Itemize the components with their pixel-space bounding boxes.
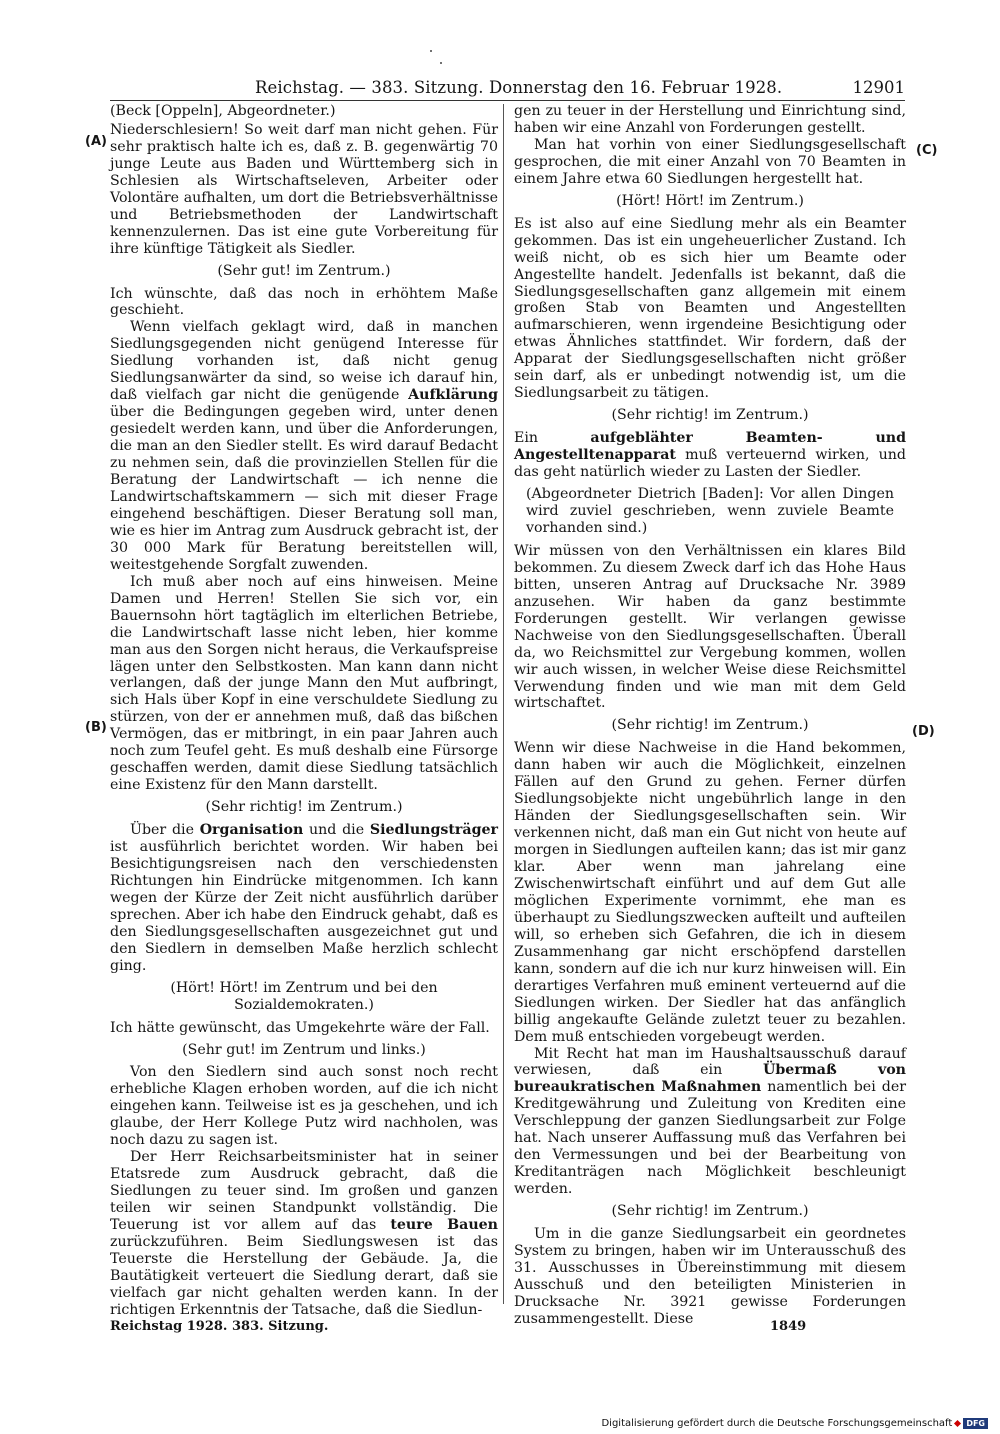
emphasis: aufgeblähter Beamten- und Angestelltenapparat [514, 430, 906, 464]
dfg-diamond-icon [954, 1420, 961, 1427]
right-column [514, 103, 906, 1328]
footer-session: Reichstag 1928. 383. Sitzung. [110, 1319, 329, 1334]
scan-speck [440, 62, 442, 64]
interjection: (Sehr richtig! im Zentrum.) [611, 1203, 809, 1220]
interjection: (Sehr gut! im Zentrum.) [217, 262, 391, 279]
scan-speck [430, 50, 432, 52]
margin-mark-a: (A) [85, 134, 107, 149]
paragraph: Wenn wir diese Nachweise in die Hand bekommen, dann haben wir auch die Möglichkeit, einzelnen Fällen auf den Grund zu gehen. Ferner dürfen Siedlungsobjekte nicht ungebührlich lange in den Händen der Siedlungsgesellschaften sein. Wir verkennen nicht, daß man ein Gut nicht von heute auf morgen in Siedlungen aufteilen kann; das ist mir ganz klar. Aber wenn man jahrelang eine Zwischenwirtschaft einführt und auf dem Gut alle möglichen Experimente vornimmt, ehe man es überhaupt zu Siedlungszwecken aufteilt und aufteilen will, so erheben sich Gefahren, die ich in diesem Zusammenhang gar nicht erschöpfend darstellen kann, sondern auf die ich nur kurz hinweisen will. Ein derartiges Verfahren muß eminent verteuernd auf die Siedlungen wirken. Der Siedler hat das anfänglich billig angekaufte Gelände zuletzt teuer zu bezahlen. Dem muß entschieden vorgebeugt werden. [514, 740, 906, 1045]
margin-mark-c: (C) [916, 143, 938, 158]
interjection: (Hört! Hört! im Zentrum und bei den Sozialdemokraten.) [170, 979, 438, 1013]
paragraph: Wenn vielfach geklagt wird, daß in manchen Siedlungsgegenden nicht genügend Interesse für Siedlung vorhanden ist, daß nicht genug Siedlungsanwärter da sind, so weise ich darauf hin, daß vielfach gar nicht die genügende Aufklärung über die Bedingungen gegeben wird, unter denen gesiedelt werden kann, und über die Anforderungen, die man an den Siedler stellt. Es wird darauf Bedacht zu nehmen sein, daß die provinziellen Stellen für die Beratung der Landwirtschaft — ich nenne die Landwirtschaftskammern — sich mit dieser Frage eingehend beschäftigen. Dieser Beratung soll man, wie es hier im Antrag zum Ausdruck gebracht ist, der 30 000 Mark für Beratung bereitstellen will, weitestgehende Sorgfalt zuwenden. [110, 319, 498, 573]
emphasis: Aufklärung [408, 387, 498, 404]
margin-mark-b: (B) [85, 720, 107, 735]
speaker-line: (Beck [Oppeln], Abgeordneter.) [110, 103, 336, 119]
paragraph: Niederschlesiern! So weit darf man nicht gehen. Für sehr praktisch halte ich es, daß z. B. gegenwärtig 70 junge Leute aus Baden und Württemberg sich in Schlesien als Wirtschaftseleven, Arbeiter oder Volontäre aufhalten, um dort die Betriebsverhältnisse und Betriebsmethoden der Landwirtschaft kennenzulernen. Das ist eine gute Vorbereitung für ihre künftige Tätigkeit als Siedler. [110, 121, 498, 257]
paragraph: Mit Recht hat man im Haushaltsausschuß darauf verwiesen, daß ein Übermaß von bureaukratischen Maßnahmen namentlich bei der Kreditgewährung und Zuleitung von Krediten eine Verschleppung der ganzen Siedlungsarbeit zur Folge hat. Nach unserer Auffassung muß das Verfahren bei den Vermessungen und bei der Bearbeitung von Kreditanträgen nach Möglichkeit beschleunigt werden. [514, 1045, 907, 1198]
dfg-logo: DFG [963, 1418, 988, 1429]
left-column [110, 103, 498, 1319]
margin-mark-d: (D) [912, 724, 935, 739]
interjection: (Hört! Hört! im Zentrum.) [616, 192, 804, 209]
paragraph: Über die Organisation und die Siedlungsträger ist ausführlich berichtet worden. Wir haben bei Besichtigungsreisen nach den verschiedensten Richtungen hin Eindrücke mitgenommen. Ich kann wegen der Kürze der Zeit nicht ausführlich darüber sprechen. Aber ich habe den Eindruck gehabt, daß es den Siedlungsgesellschaften ausgezeichnet gut und den Siedlern in demselben Maße herzlich schlecht ging. [110, 822, 498, 974]
interjection: (Abgeordneter Dietrich [Baden]: Vor allen Dingen wird zuviel geschrieben, wenn zuviele Beamte vorhanden sind.) [526, 486, 894, 536]
paragraph: Ein aufgeblähter Beamten- und Angestelltenapparat muß verteuernd wirken, und das geht natürlich wieder zu Lasten der Siedler. [514, 430, 906, 481]
column-divider [503, 104, 504, 1304]
paragraph: Um in die ganze Siedlungsarbeit ein geordnetes System zu bringen, haben wir im Unterausschuß des 31. Ausschusses in Übereinstimmung mit diesem Ausschuß und den beteiligten Ministerien in Drucksache Nr. 3921 gewisse Forderungen zusammengestellt. Diese [514, 1226, 906, 1327]
paragraph: Wir müssen von den Verhältnissen ein klares Bild bekommen. Zu diesem Zweck darf ich das Hohe Haus bitten, unseren Antrag auf Drucksache Nr. 3989 anzusehen. Wir haben da ganz bestimmte Forderungen gestellt. Wir verlangen gewisse Nachweise von den Siedlungsgesellschaften. Überall da, wo Reichsmittel zur Vergebung kommen, wollen wir auch wissen, in welcher Weise diese Reichsmittel Verwendung finden und wie man mit dem Geld wirtschaftet. [514, 542, 906, 712]
emphasis: Übermaß von bureaukratischen Maßnahmen [514, 1062, 906, 1096]
page-header [255, 78, 905, 100]
paragraph: Der Herr Reichsarbeitsminister hat in seiner Etatsrede zum Ausdruck gebracht, daß die Siedlungen zu teuer sind. Im großen und ganzen teilen wir seinen Standpunkt vollständig. Die Teuerung ist vor allem auf das teure Bauen zurückzuführen. Beim Siedlungswesen ist das Teuerste die Herstellung der Gebäude. Ja, die Bautätigkeit verteuert die Siedlung derart, daß sie vielfach gar nicht gehalten werden kann. In der richtigen Erkenntnis der Tatsache, daß die Siedlun- [110, 1149, 498, 1318]
paragraph: Ich hätte gewünscht, das Umgekehrte wäre der Fall. [110, 1019, 490, 1036]
paragraph: Von den Siedlern sind auch sonst noch recht erhebliche Klagen erhoben worden, auf die ich nicht eingehen kann. Teilweise ist es ja geschehen, und ich glaube, der Herr Kollege Putz wird nachholen, was noch dazu zu sagen ist. [110, 1064, 498, 1149]
header-title: Reichstag. — 383. Sitzung. Donnerstag den 16. Februar 1928. [255, 78, 783, 97]
paragraph: Man hat vorhin von einer Siedlungsgesellschaft gesprochen, die mit einer Anzahl von 70 Beamten in einem Jahre etwa 60 Siedlungen hergestellt hat. [514, 136, 906, 187]
interjection: (Sehr richtig! im Zentrum.) [611, 407, 809, 424]
paragraph: Es ist also auf eine Siedlung mehr als ein Beamter gekommen. Das ist ein ungeheuerlicher Zustand. Ich weiß nicht, ob es sich hier um Beamte oder Angestellte handelt. Jedenfalls ist bekannt, daß die Siedlungsgesellschaften ganz allgemein mit einem großen Stab von Beamten und Angestellten aufmarschieren, wenn irgendeine Besichtigung oder etwas Ähnliches stattfindet. Wir fordern, daß der Apparat der Siedlungsgesellschaften nicht größer sein darf, als er unbedingt notwendig ist, um die Siedlungsarbeit zu tätigen. [514, 215, 906, 402]
interjection: (Sehr richtig! im Zentrum.) [611, 717, 809, 734]
header-rule [110, 100, 905, 101]
paragraph: gen zu teuer in der Herstellung und Einrichtung sind, haben wir eine Anzahl von Forderungen gestellt. [514, 103, 906, 136]
header-page-number: 12901 [852, 78, 905, 97]
dfg-credit [601, 1418, 988, 1429]
interjection: (Sehr gut! im Zentrum und links.) [182, 1041, 426, 1058]
emphasis: Siedlungsträger [369, 822, 498, 839]
emphasis: teure Bauen [390, 1217, 498, 1234]
paragraph: Ich muß aber noch auf eins hinweisen. Meine Damen und Herren! Stellen Sie sich vor, ein Bauernsohn hört tagtäglich im elterlichen Betriebe, die Landwirtschaft lasse nicht leben, hier komme man aus den Sorgen nicht heraus, die Verkaufspreise lägen unter den Selbstkosten. Man kann dann nicht verlangen, daß der junge Mann den Mut aufbringt, sich Hals über Kopf in eine verschuldete Siedlung zu stürzen, von der er annehmen muß, daß das bißchen Vermögen, das er mitbringt, in ein paar Jahren auch noch zum Teufel geht. Es muß deshalb eine Fürsorge geschaffen werden, damit diese Siedlung tatsächlich eine Existenz für den Mann darstellt. [110, 573, 498, 794]
footer-page-number: 1849 [770, 1319, 807, 1334]
dfg-credit-text: Digitalisierung gefördert durch die Deutsche Forschungsgemeinschaft [601, 1418, 953, 1429]
interjection: (Sehr richtig! im Zentrum.) [205, 799, 403, 816]
paragraph: Ich wünschte, daß das noch in erhöhtem Maße geschieht. [110, 285, 498, 319]
emphasis: Organisation [199, 822, 304, 839]
